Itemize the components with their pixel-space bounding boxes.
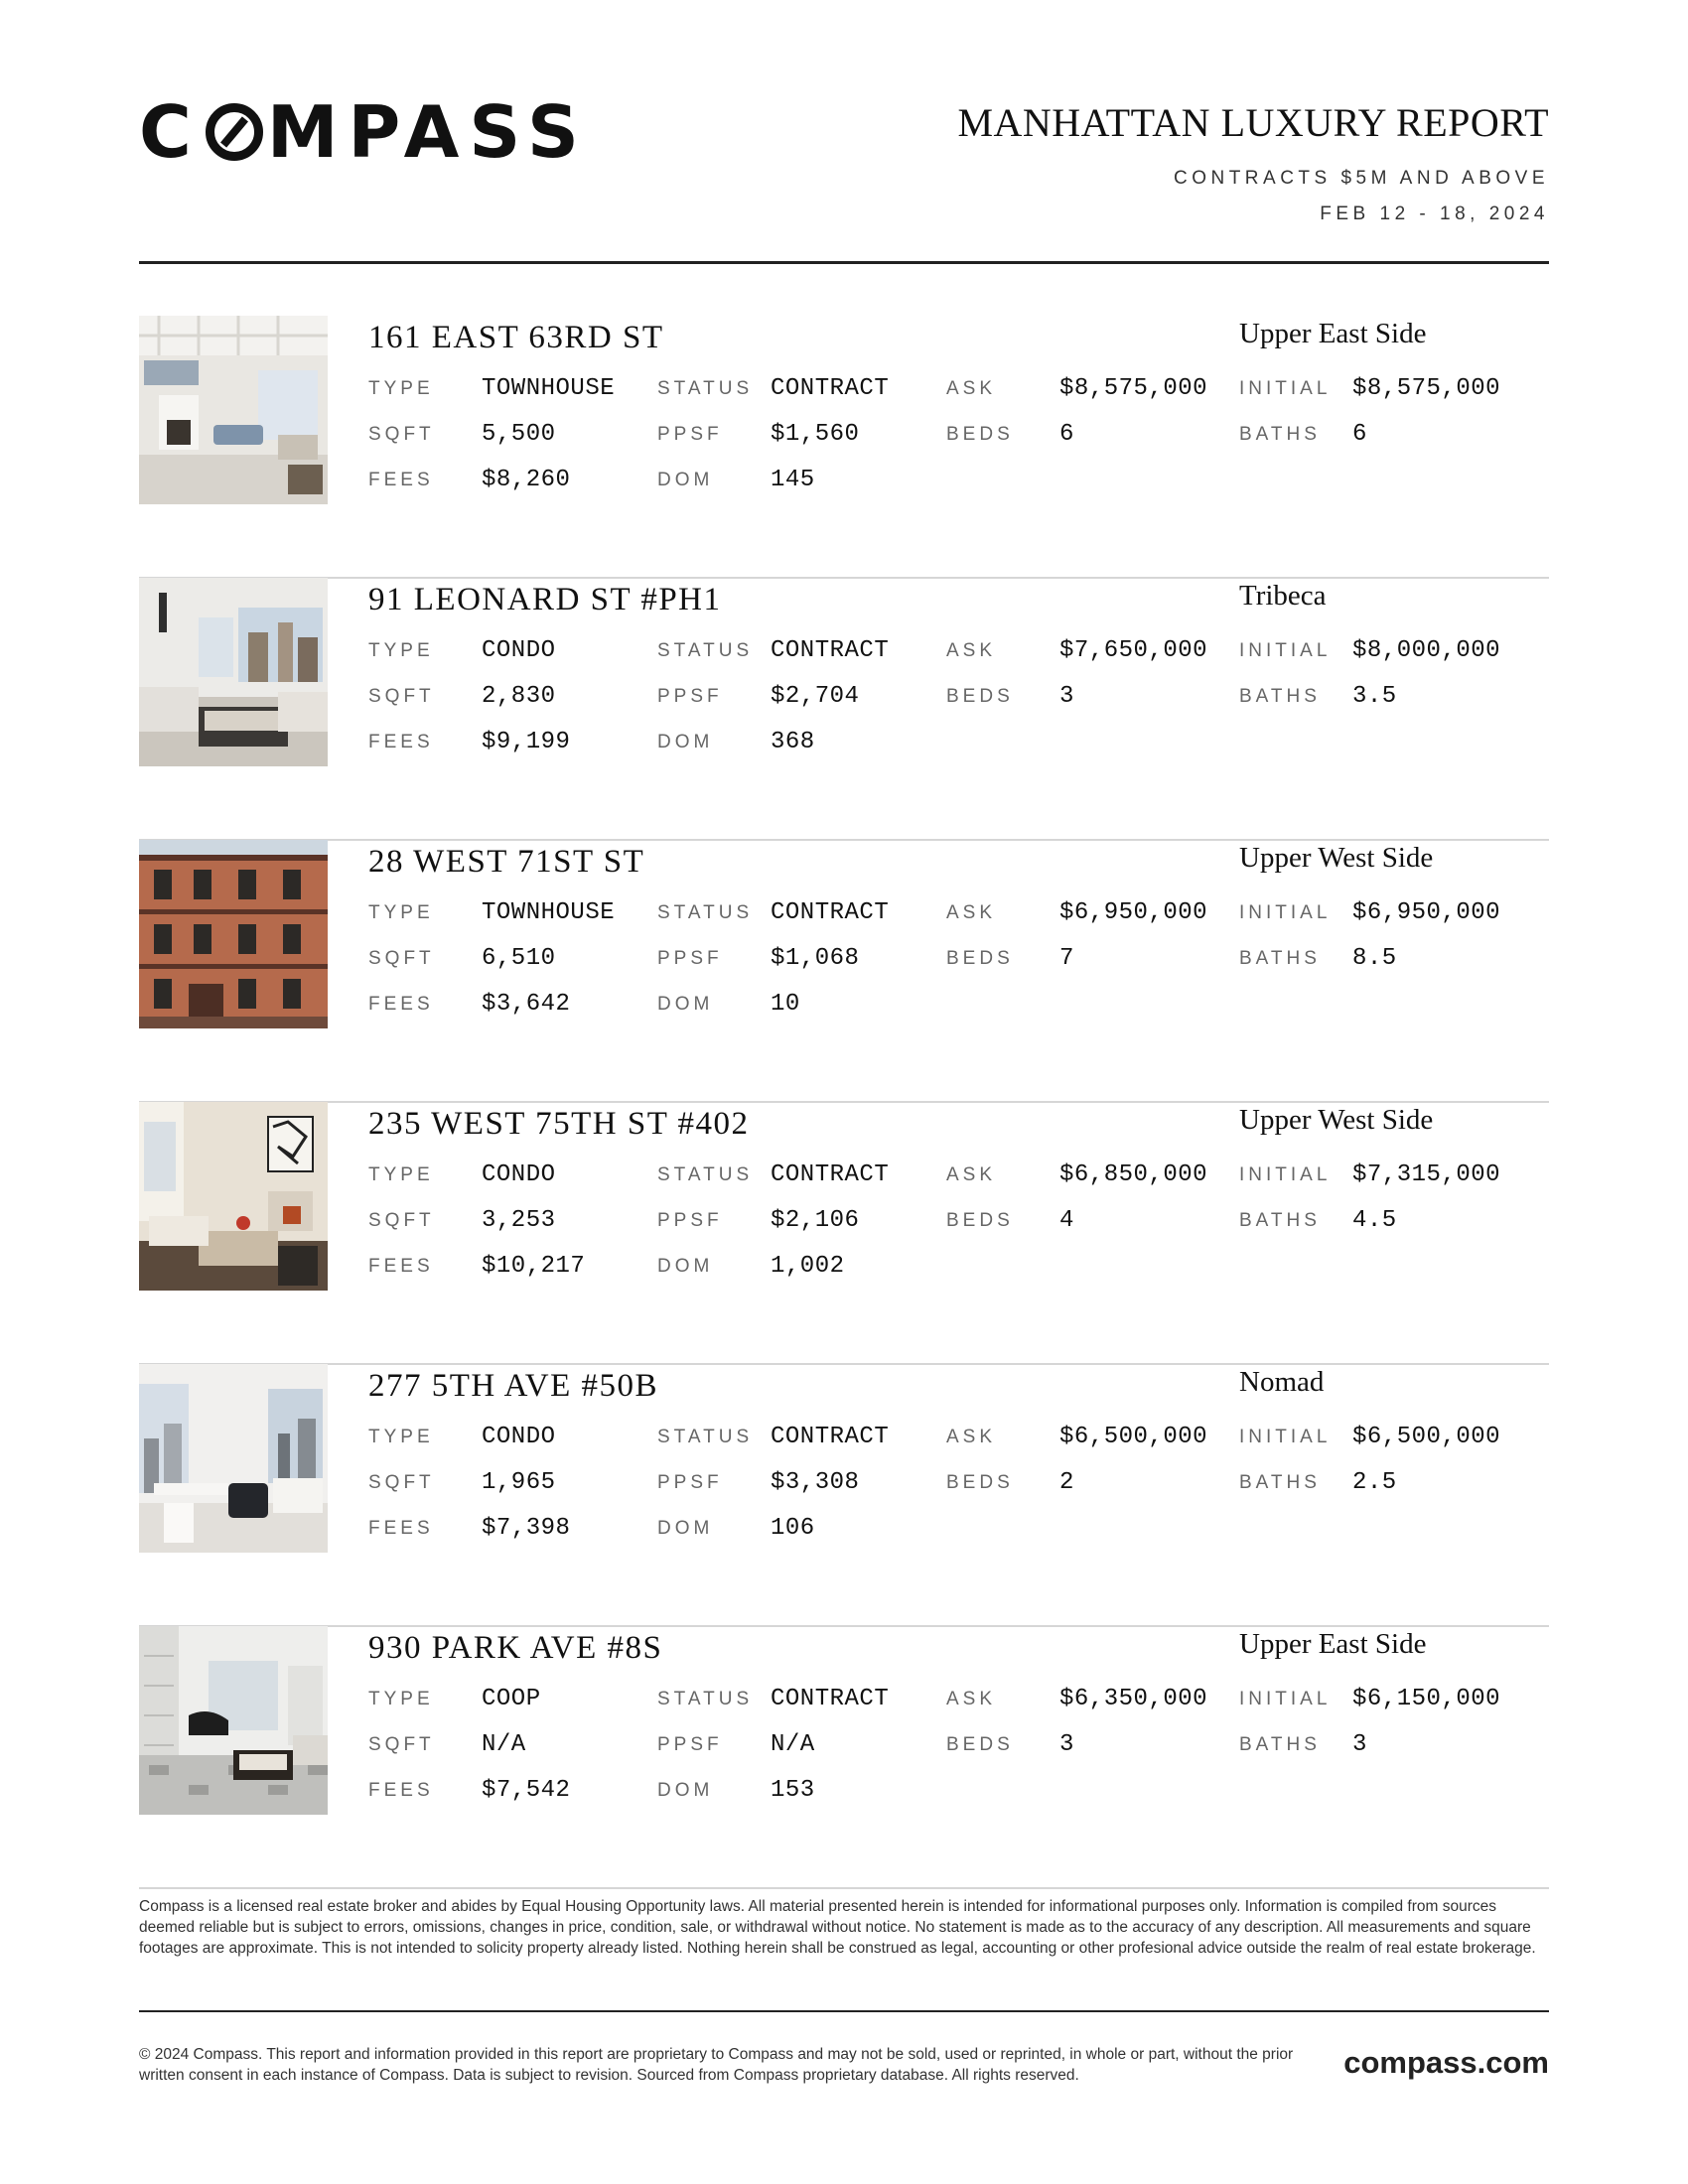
listing-address: 91 LEONARD ST #PH1 xyxy=(368,582,722,617)
field-value-initial: $6,150,000 xyxy=(1352,1686,1501,1712)
field-label-ask: ASK xyxy=(946,902,997,923)
listing-photo xyxy=(139,840,328,1028)
field-value-beds: 2 xyxy=(1059,1469,1074,1496)
header-divider xyxy=(139,261,1549,264)
field-value-ask: $6,500,000 xyxy=(1059,1424,1208,1450)
listing-neighborhood: Nomad xyxy=(1239,1366,1325,1398)
field-label-initial: INITIAL xyxy=(1239,640,1332,661)
field-value-dom: 145 xyxy=(771,467,815,493)
field-value-fees: $3,642 xyxy=(482,991,571,1018)
field-value-type: COOP xyxy=(482,1686,541,1712)
field-value-ppsf: $2,106 xyxy=(771,1207,860,1234)
field-label-sqft: SQFT xyxy=(368,1472,435,1493)
report-subtitle: CONTRACTS $5M AND ABOVE xyxy=(1173,168,1549,189)
website-link[interactable]: compass.com xyxy=(1343,2045,1549,2080)
field-label-dom: DOM xyxy=(657,994,714,1015)
field-value-ask: $8,575,000 xyxy=(1059,375,1208,402)
field-label-type: TYPE xyxy=(368,1689,434,1709)
field-value-dom: 368 xyxy=(771,729,815,755)
copyright-text: © 2024 Compass. This report and information provided in this report are proprietary to Compass and may not be sold, used or reprinted, in whole or part, without the prior written consent in each instance of Compass. Data is subject to revision. Sourced from Compass proprietary database. All rights reserved. xyxy=(139,2046,1294,2084)
field-label-sqft: SQFT xyxy=(368,948,435,969)
field-value-status: CONTRACT xyxy=(771,1161,890,1188)
field-label-beds: BEDS xyxy=(946,948,1014,969)
field-label-initial: INITIAL xyxy=(1239,902,1332,923)
field-label-status: STATUS xyxy=(657,1164,754,1185)
field-value-initial: $8,575,000 xyxy=(1352,375,1501,402)
listing-row[interactable] xyxy=(139,578,1549,841)
field-label-beds: BEDS xyxy=(946,1734,1014,1755)
report-heading xyxy=(957,99,1549,225)
listing-photo xyxy=(139,578,328,766)
field-label-beds: BEDS xyxy=(946,686,1014,707)
field-value-baths: 6 xyxy=(1352,421,1367,448)
listing-row[interactable] xyxy=(139,1364,1549,1627)
field-value-type: CONDO xyxy=(482,637,556,664)
listing-address: 235 WEST 75TH ST #402 xyxy=(368,1106,750,1142)
field-label-type: TYPE xyxy=(368,902,434,923)
field-value-sqft: 5,500 xyxy=(482,421,556,448)
field-label-beds: BEDS xyxy=(946,1472,1014,1493)
field-value-ask: $6,350,000 xyxy=(1059,1686,1208,1712)
field-label-type: TYPE xyxy=(368,1427,434,1447)
listing-row[interactable] xyxy=(139,316,1549,579)
listing-address: 161 EAST 63RD ST xyxy=(368,320,664,355)
field-label-fees: FEES xyxy=(368,1780,434,1801)
listing-address: 930 PARK AVE #8S xyxy=(368,1630,663,1666)
compass-logo xyxy=(139,90,589,174)
field-label-ppsf: PPSF xyxy=(657,686,723,707)
field-label-dom: DOM xyxy=(657,470,714,490)
listing-photo xyxy=(139,316,328,504)
field-label-baths: BATHS xyxy=(1239,948,1321,969)
field-value-ppsf: N/A xyxy=(771,1731,815,1758)
field-label-type: TYPE xyxy=(368,378,434,399)
field-value-beds: 6 xyxy=(1059,421,1074,448)
field-value-fees: $7,542 xyxy=(482,1777,571,1804)
field-value-type: TOWNHOUSE xyxy=(482,375,616,402)
field-label-ppsf: PPSF xyxy=(657,1472,723,1493)
footer-divider xyxy=(139,2010,1549,2012)
compass-logo-wordmark: C MPASS xyxy=(139,90,589,174)
field-value-type: CONDO xyxy=(482,1424,556,1450)
disclaimer-text: Compass is a licensed real estate broker and abides by Equal Housing Opportunity laws. All material presented herein is intended for informational purposes only. Information is compiled from sources deemed reliable but is subject to errors, omissions, changes in price, condition, sale, or withdrawal without notice. No statement is made as to the accuracy of any description. All measurements and square footages are approximate. This is not intended to solicity property already listed. Nothing herein shall be construed as legal, accounting or other profesional advice outside the realm of real estate brokerage. xyxy=(139,1898,1536,1957)
field-label-dom: DOM xyxy=(657,1256,714,1277)
field-value-baths: 8.5 xyxy=(1352,945,1397,972)
field-value-beds: 7 xyxy=(1059,945,1074,972)
field-value-ask: $7,650,000 xyxy=(1059,637,1208,664)
field-value-baths: 2.5 xyxy=(1352,1469,1397,1496)
listing-photo xyxy=(139,1626,328,1815)
field-value-status: CONTRACT xyxy=(771,375,890,402)
field-value-ppsf: $3,308 xyxy=(771,1469,860,1496)
field-value-baths: 4.5 xyxy=(1352,1207,1397,1234)
field-value-sqft: 1,965 xyxy=(482,1469,556,1496)
field-value-beds: 3 xyxy=(1059,683,1074,710)
field-label-fees: FEES xyxy=(368,470,434,490)
field-value-beds: 4 xyxy=(1059,1207,1074,1234)
listing-photo xyxy=(139,1102,328,1291)
field-value-baths: 3 xyxy=(1352,1731,1367,1758)
listing-neighborhood: Upper West Side xyxy=(1239,1104,1434,1136)
field-label-sqft: SQFT xyxy=(368,686,435,707)
field-label-initial: INITIAL xyxy=(1239,1427,1332,1447)
listing-photo xyxy=(139,1364,328,1553)
field-value-fees: $10,217 xyxy=(482,1253,586,1280)
field-label-ask: ASK xyxy=(946,1689,997,1709)
field-value-fees: $8,260 xyxy=(482,467,571,493)
field-value-type: TOWNHOUSE xyxy=(482,899,616,926)
field-label-ask: ASK xyxy=(946,1164,997,1185)
field-value-initial: $6,500,000 xyxy=(1352,1424,1501,1450)
field-label-dom: DOM xyxy=(657,732,714,752)
field-label-baths: BATHS xyxy=(1239,424,1321,445)
field-value-sqft: 3,253 xyxy=(482,1207,556,1234)
field-label-fees: FEES xyxy=(368,732,434,752)
field-value-initial: $6,950,000 xyxy=(1352,899,1501,926)
field-value-ppsf: $1,068 xyxy=(771,945,860,972)
field-label-baths: BATHS xyxy=(1239,686,1321,707)
field-value-status: CONTRACT xyxy=(771,899,890,926)
field-value-fees: $9,199 xyxy=(482,729,571,755)
field-value-dom: 10 xyxy=(771,991,800,1018)
field-value-beds: 3 xyxy=(1059,1731,1074,1758)
field-value-status: CONTRACT xyxy=(771,1424,890,1450)
field-label-fees: FEES xyxy=(368,1256,434,1277)
field-label-type: TYPE xyxy=(368,640,434,661)
listing-neighborhood: Upper East Side xyxy=(1239,318,1427,349)
field-label-dom: DOM xyxy=(657,1518,714,1539)
field-label-beds: BEDS xyxy=(946,424,1014,445)
field-label-status: STATUS xyxy=(657,1427,754,1447)
listing-row[interactable] xyxy=(139,1626,1549,1889)
field-label-type: TYPE xyxy=(368,1164,434,1185)
field-value-type: CONDO xyxy=(482,1161,556,1188)
field-value-baths: 3.5 xyxy=(1352,683,1397,710)
field-label-status: STATUS xyxy=(657,1689,754,1709)
listing-row[interactable] xyxy=(139,840,1549,1103)
field-label-baths: BATHS xyxy=(1239,1210,1321,1231)
field-value-initial: $7,315,000 xyxy=(1352,1161,1501,1188)
field-label-ppsf: PPSF xyxy=(657,948,723,969)
field-value-ppsf: $2,704 xyxy=(771,683,860,710)
field-value-status: CONTRACT xyxy=(771,1686,890,1712)
field-label-baths: BATHS xyxy=(1239,1734,1321,1755)
field-label-fees: FEES xyxy=(368,994,434,1015)
listing-neighborhood: Upper West Side xyxy=(1239,842,1434,874)
compass-logo-o-icon xyxy=(206,103,263,161)
field-value-sqft: N/A xyxy=(482,1731,526,1758)
field-label-status: STATUS xyxy=(657,640,754,661)
report-date: FEB 12 - 18, 2024 xyxy=(1320,204,1549,224)
field-value-ask: $6,950,000 xyxy=(1059,899,1208,926)
field-label-ppsf: PPSF xyxy=(657,1734,723,1755)
field-value-dom: 153 xyxy=(771,1777,815,1804)
field-label-initial: INITIAL xyxy=(1239,1689,1332,1709)
field-label-beds: BEDS xyxy=(946,1210,1014,1231)
field-label-sqft: SQFT xyxy=(368,1734,435,1755)
field-value-initial: $8,000,000 xyxy=(1352,637,1501,664)
field-label-ppsf: PPSF xyxy=(657,424,723,445)
field-value-dom: 106 xyxy=(771,1515,815,1542)
field-label-ask: ASK xyxy=(946,378,997,399)
listing-row[interactable] xyxy=(139,1102,1549,1365)
field-label-baths: BATHS xyxy=(1239,1472,1321,1493)
field-label-sqft: SQFT xyxy=(368,1210,435,1231)
field-label-ppsf: PPSF xyxy=(657,1210,723,1231)
field-value-status: CONTRACT xyxy=(771,637,890,664)
field-value-ask: $6,850,000 xyxy=(1059,1161,1208,1188)
field-value-fees: $7,398 xyxy=(482,1515,571,1542)
field-label-status: STATUS xyxy=(657,902,754,923)
field-value-dom: 1,002 xyxy=(771,1253,845,1280)
field-label-initial: INITIAL xyxy=(1239,1164,1332,1185)
field-label-ask: ASK xyxy=(946,1427,997,1447)
listing-address: 28 WEST 71ST ST xyxy=(368,844,645,880)
field-value-ppsf: $1,560 xyxy=(771,421,860,448)
field-label-ask: ASK xyxy=(946,640,997,661)
listing-neighborhood: Tribeca xyxy=(1239,580,1327,612)
field-value-sqft: 2,830 xyxy=(482,683,556,710)
field-value-sqft: 6,510 xyxy=(482,945,556,972)
listing-divider xyxy=(139,1887,1549,1889)
listing-neighborhood: Upper East Side xyxy=(1239,1628,1427,1660)
field-label-status: STATUS xyxy=(657,378,754,399)
field-label-initial: INITIAL xyxy=(1239,378,1332,399)
field-label-sqft: SQFT xyxy=(368,424,435,445)
field-label-dom: DOM xyxy=(657,1780,714,1801)
field-label-fees: FEES xyxy=(368,1518,434,1539)
report-title: MANHATTAN LUXURY REPORT xyxy=(957,100,1549,145)
listing-address: 277 5TH AVE #50B xyxy=(368,1368,658,1404)
